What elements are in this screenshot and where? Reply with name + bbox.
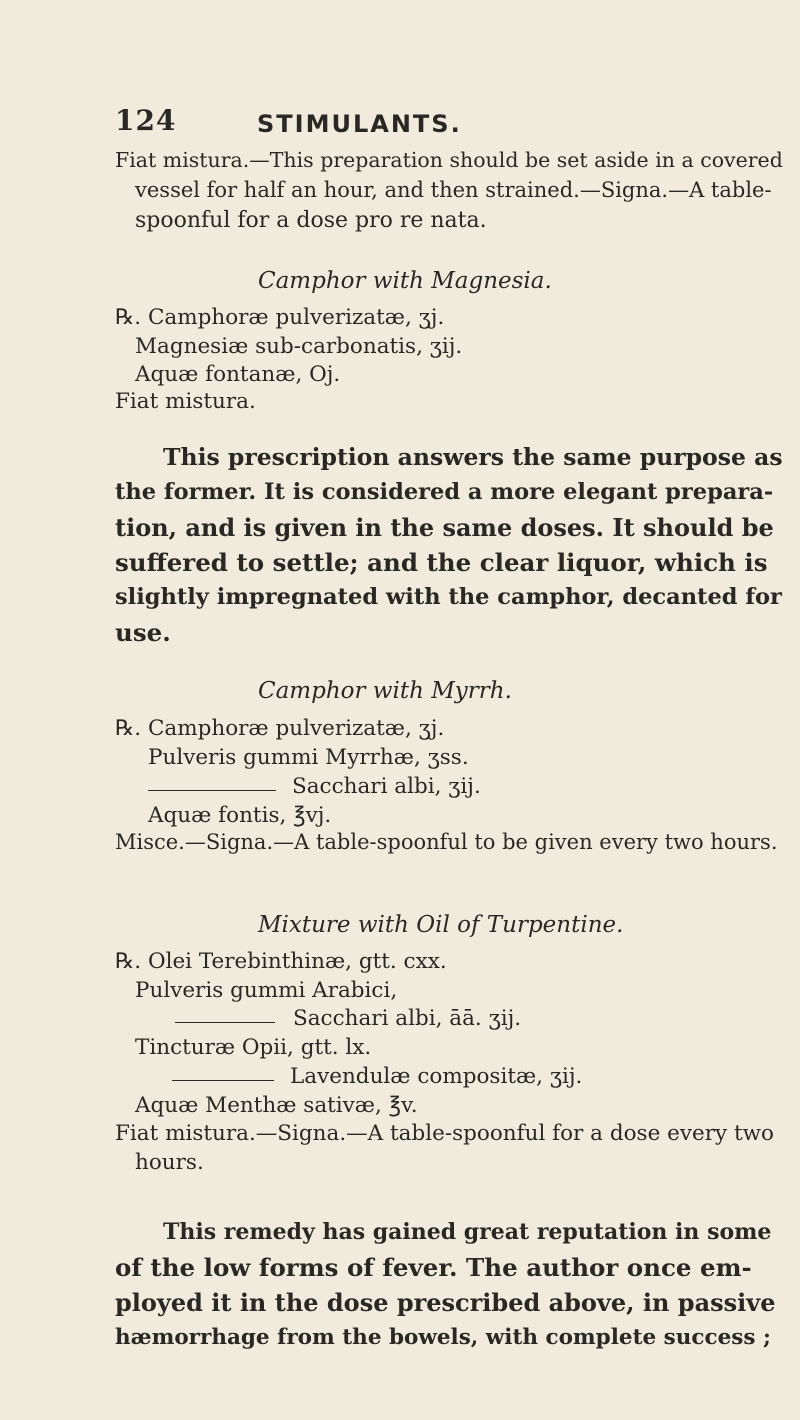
recipe-line: Misce.—Signa.—A table-spoonful to be given every two hours.	[115, 830, 778, 854]
recipe-line: hours.	[135, 1150, 204, 1175]
paragraph-line: the former. It is considered a more elegant prepara-	[115, 479, 774, 505]
ditto-dash	[172, 1080, 274, 1081]
page-header	[115, 104, 715, 144]
recipe-line: Fiat mistura.—Signa.—A table-spoonful for a dose every two	[115, 1121, 774, 1146]
recipe-line: Tincturæ Opii, gtt. lx.	[135, 1035, 372, 1060]
recipe-line: Sacchari albi, āā. ʒij.	[293, 1006, 522, 1031]
recipe-title: Camphor with Magnesia.	[258, 268, 552, 294]
paragraph-line: This prescription answers the same purpose as	[163, 443, 783, 471]
paragraph-line: hæmorrhage from the bowels, with complete success ;	[115, 1325, 771, 1350]
paragraph-line: ployed it in the dose prescribed above, in passive	[115, 1288, 776, 1317]
recipe-title: Mixture with Oil of Turpentine.	[258, 912, 624, 938]
paragraph-line: suffered to settle; and the clear liquor, which is	[115, 548, 768, 577]
recipe-line: Fiat mistura.	[115, 389, 256, 414]
intro-line: vessel for half an hour, and then strained.—Signa.—A table-	[135, 178, 772, 202]
recipe-line: Aquæ fontanæ, Oj.	[135, 362, 341, 387]
recipe-line: Aquæ Menthæ sativæ, ℥v.	[135, 1093, 418, 1118]
paragraph-line: of the low forms of fever. The author once em-	[115, 1253, 752, 1282]
recipe-line: Lavendulæ compositæ, ʒij.	[290, 1064, 583, 1089]
running-head: STIMULANTS.	[257, 110, 462, 138]
recipe-line: ℞. Camphoræ pulverizatæ, ʒj.	[115, 305, 445, 330]
recipe-line: Sacchari albi, ʒij.	[292, 774, 481, 799]
recipe-line: Pulveris gummi Myrrhæ, ʒss.	[148, 745, 469, 770]
paragraph-line: use.	[115, 618, 171, 647]
recipe-line: ℞. Camphoræ pulverizatæ, ʒj.	[115, 716, 445, 741]
paragraph-line: tion, and is given in the same doses. It should be	[115, 513, 774, 542]
page-number: 124	[115, 104, 177, 137]
recipe-line: Aquæ fontis, ℥vj.	[148, 803, 332, 828]
paragraph-line: This remedy has gained great reputation in some	[163, 1219, 772, 1245]
recipe-line: Pulveris gummi Arabici,	[135, 978, 398, 1003]
recipe-line: ℞. Olei Terebinthinæ, gtt. cxx.	[115, 949, 447, 974]
intro-line: spoonful for a dose pro re nata.	[135, 208, 487, 233]
ditto-dash	[148, 790, 276, 791]
paragraph-line: slightly impregnated with the camphor, decanted for	[115, 584, 782, 610]
recipe-title: Camphor with Myrrh.	[258, 678, 512, 704]
recipe-line: Magnesiæ sub-carbonatis, ʒij.	[135, 334, 463, 359]
ditto-dash	[175, 1022, 275, 1023]
intro-line: Fiat mistura.—This preparation should be set aside in a covered	[115, 148, 783, 172]
